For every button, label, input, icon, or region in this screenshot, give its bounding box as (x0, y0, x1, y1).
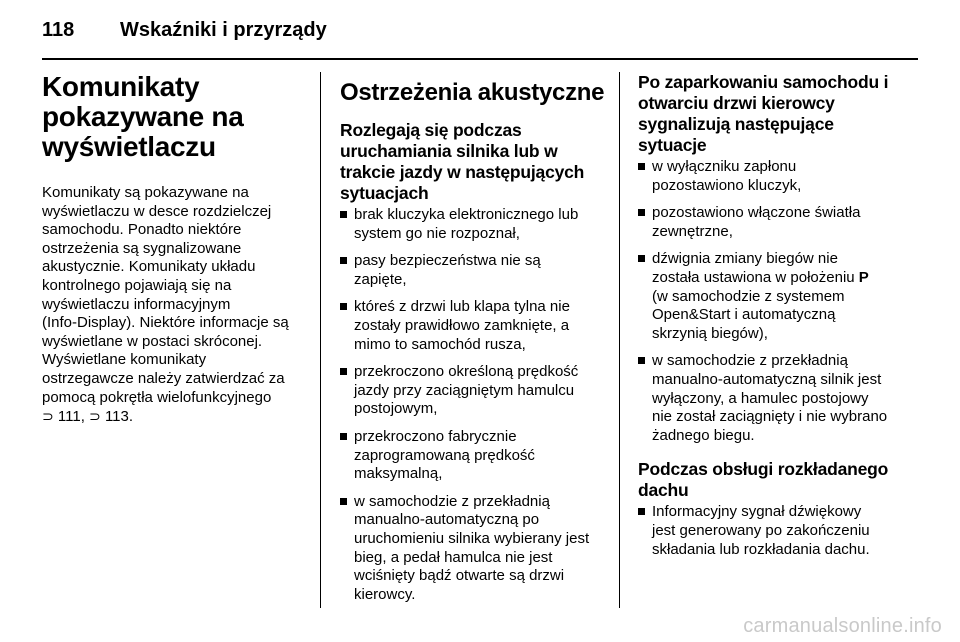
page-number: 118 (42, 18, 75, 41)
list-item: pasy bezpieczeństwa nie są zapięte, (340, 252, 608, 289)
subheading-parking: Po zaparkowaniu samochodu i otwarciu drzwi kierowcy sygnalizują następujące sytuacje (638, 72, 889, 155)
page-reference-icon: ⊃ (42, 408, 54, 425)
roof-warnings-list (638, 503, 910, 559)
messages-paragraph: Komunikaty są pokazywane na wyświetlaczu w desce rozdzielczej samochodu. Ponadto niektóre ostrzeżenia są sygnalizowane akustycznie. Komunikaty układu kontrolnego pojawiają się na wyświetlaczu informacyjnym (Info-Display). Niektóre informacje są wyświetlane w postaci skróconej. Wyświetlane komunikaty ostrzegawcze należy zatwierdzać za pomocą pokrętła wielofunkcyjnego ⊃ 111, ⊃ 113. (42, 184, 289, 426)
list-item: brak kluczyka elektronicznego lub system go nie rozpoznał, (340, 206, 608, 243)
chapter-title: Wskaźniki i przyrządy (120, 18, 327, 41)
section-heading-messages: Komunikaty pokazywane na wyświetlaczu (42, 71, 244, 162)
column-divider-1 (320, 72, 321, 608)
column-divider-2 (619, 72, 620, 608)
column-2 (340, 72, 608, 613)
watermark: carmanualsonline.info (743, 615, 942, 637)
parking-warnings-list (638, 158, 910, 445)
column-1 (42, 72, 306, 427)
list-item: w wyłączniku zapłonu pozostawiono kluczyk, (638, 158, 910, 195)
list-item: przekroczono fabrycznie zaprogramowaną prędkość maksymalną, (340, 428, 608, 484)
list-item: w samochodzie z przekładnią manualno-automatyczną silnik jest wyłączony, a hamulec postojowy nie został zaciągnięty i nie wybrano żadnego biegu. (638, 352, 910, 445)
subheading-roof: Podczas obsługi rozkładanego dachu (638, 459, 889, 501)
section-heading-acoustic-warnings: Ostrzeżenia akustyczne (340, 79, 605, 106)
driving-warnings-list (340, 206, 608, 604)
list-item: przekroczono określoną prędkość jazdy przy zaciągniętym hamulcu postojowym, (340, 363, 608, 419)
page-reference-icon: ⊃ (89, 408, 101, 425)
subheading-driving: Rozlegają się podczas uruchamiania silnika lub w trakcie jazdy w następujących sytuacjach (340, 120, 585, 203)
list-item: dźwignia zmiany biegów nie została ustawiona w położeniu P (w samochodzie z systemem Open&Start i automatyczną skrzynią biegów), (638, 250, 910, 343)
list-item: pozostawiono włączone światła zewnętrzne, (638, 204, 910, 241)
list-item: któreś z drzwi lub klapa tylna nie zostały prawidłowo zamknięte, a mimo to samochód rusza, (340, 298, 608, 354)
page-reference-link[interactable]: 113. (104, 408, 134, 426)
column-3 (638, 72, 910, 568)
page-header (42, 12, 327, 48)
list-item: Informacyjny sygnał dźwiękowy jest generowany po zakończeniu składania lub rozkładania dachu. (638, 503, 910, 559)
list-item: w samochodzie z przekładnią manualno-automatyczną po uruchomieniu silnika wybierany jest bieg, a pedał hamulca nie jest wciśnięty bądź otwarte są drzwi kierowcy. (340, 493, 608, 605)
page-reference-link[interactable]: 111, (57, 408, 85, 426)
gear-position-label: P (858, 268, 869, 286)
header-rule (42, 58, 918, 60)
